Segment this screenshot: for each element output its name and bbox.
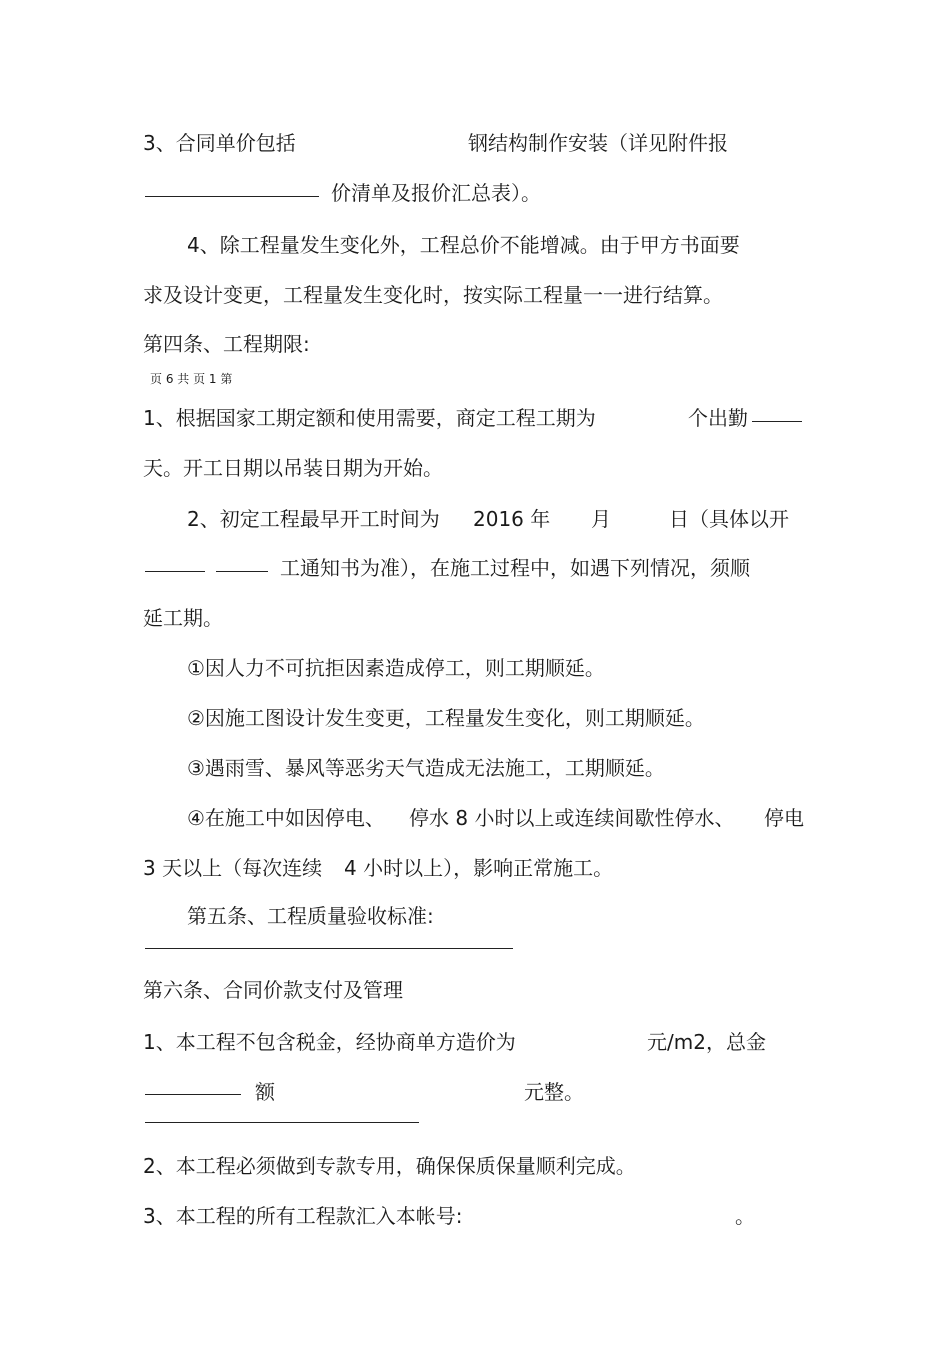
fill-blank-line: [145, 1122, 419, 1123]
text-line: 额: [255, 1080, 275, 1104]
text-line: 工通知书为准），在施工过程中，如遇下列情况，须顺: [280, 556, 750, 580]
text-line: 天。开工日期以吊装日期为开始。: [143, 456, 443, 480]
text-line: 4 小时以上），影响正常施工。: [344, 856, 614, 880]
fill-blank-line: [752, 421, 802, 422]
text-line: 日（具体以开: [669, 507, 789, 531]
text-line: 4、除工程量发生变化外，工程总价不能增减。由于甲方书面要: [187, 233, 740, 257]
text-line: 停电: [764, 806, 804, 830]
text-line: 2、初定工程最早开工时间为: [187, 507, 440, 531]
text-line: 1、根据国家工期定额和使用需要，商定工程工期为: [143, 406, 596, 430]
text-line: 月: [591, 507, 611, 531]
section-heading: 第四条、工程期限:: [143, 332, 310, 356]
text-line: 价清单及报价汇总表）。: [331, 181, 541, 205]
fill-blank-line: [145, 196, 319, 197]
text-line: 2016 年: [473, 507, 551, 531]
list-item: ②因施工图设计发生变更，工程量发生变化，则工期顺延。: [187, 706, 705, 730]
section-heading: 第六条、合同价款支付及管理: [143, 978, 403, 1002]
text-line: 元整。: [524, 1080, 584, 1104]
list-item: ④在施工中如因停电、: [187, 806, 385, 830]
fill-blank-line: [145, 1094, 241, 1095]
section-heading: 第五条、工程质量验收标准:: [187, 904, 434, 928]
text-line: 1、本工程不包含税金，经协商单方造价为: [143, 1030, 516, 1054]
text-line: 3、合同单价包括: [143, 131, 296, 155]
list-item: ③遇雨雪、暴风等恶劣天气造成无法施工，工期顺延。: [187, 756, 665, 780]
fill-blank-line: [145, 571, 205, 572]
text-line: 。: [735, 1204, 755, 1228]
text-line: 求及设计变更，工程量发生变化时，按实际工程量一一进行结算。: [143, 283, 723, 307]
text-line: 3 天以上（每次连续: [143, 856, 323, 880]
text-line: 元/m2，总金: [647, 1030, 766, 1054]
text-line: 延工期。: [143, 606, 223, 630]
text-line: 停水 8 小时以上或连续间歇性停水、: [409, 806, 735, 830]
page-number-note: 页 6 共 页 1 第: [150, 372, 233, 386]
fill-blank-line: [216, 571, 268, 572]
list-item: ①因人力不可抗拒因素造成停工，则工期顺延。: [187, 656, 605, 680]
text-line: 2、本工程必须做到专款专用，确保保质保量顺利完成。: [143, 1154, 636, 1178]
text-line: 钢结构制作安装（详见附件报: [468, 131, 728, 155]
fill-blank-line: [145, 948, 513, 949]
text-line: 个出勤: [688, 406, 748, 430]
text-line: 3、本工程的所有工程款汇入本帐号:: [143, 1204, 463, 1228]
